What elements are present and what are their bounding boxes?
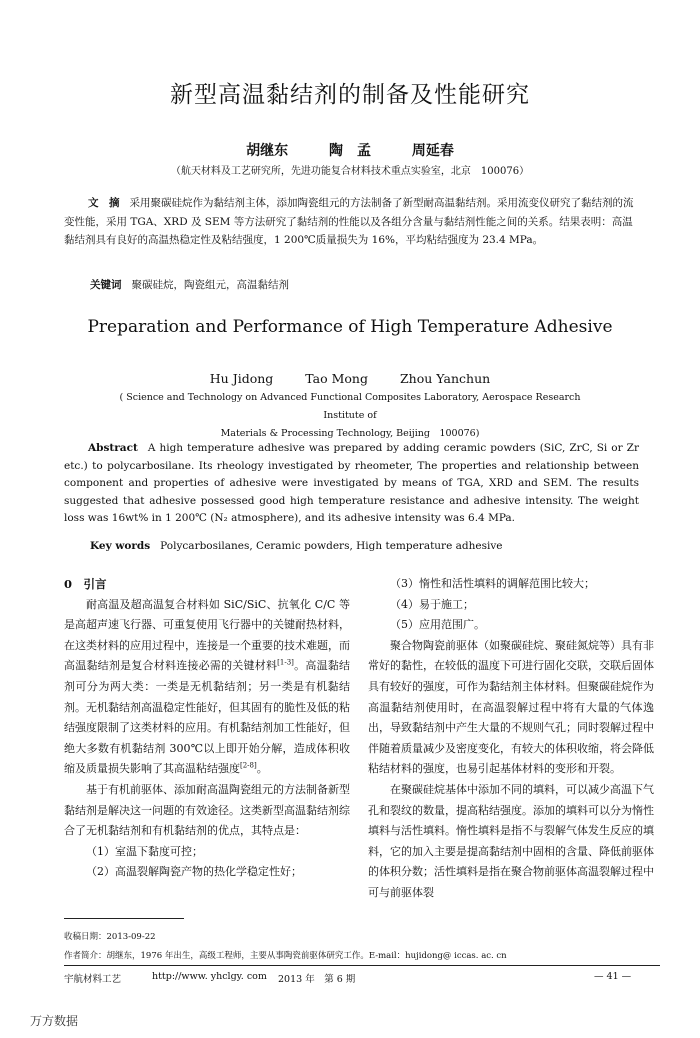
- english-affiliation: [100, 389, 600, 443]
- chinese-title: 新型高温黏结剂的制备及性能研究: [170, 82, 530, 108]
- list-item: （2）高温裂解陶瓷产物的热化学稳定性好；: [86, 865, 302, 879]
- footnote-author-info: 作者简介：胡继东，1976 年出生，高级工程师，主要从事陶瓷前驱体研究工作。E-mail：hujidong@ iccas. ac. cn: [64, 951, 507, 961]
- author-1: 胡继东: [246, 143, 289, 159]
- list-item: （4）易于施工；: [390, 597, 474, 611]
- english-keywords: [90, 540, 502, 552]
- chinese-authors: [0, 140, 700, 160]
- english-affiliation-line-1: ( Science and Technology on Advanced Functional Composites Laboratory, Aerospace Research Institute of: [119, 392, 581, 421]
- chinese-keywords: [90, 277, 289, 292]
- footer-url[interactable]: http://www. yhclgy. com: [152, 971, 267, 982]
- body-right-column: [368, 574, 654, 904]
- list-item: （3）惰性和活性填料的调解范围比较大；: [390, 577, 595, 590]
- footnote-divider: [64, 918, 184, 919]
- footer-issue: 2013 年 第 6 期: [278, 974, 356, 985]
- page-number: — 41 —: [594, 971, 632, 982]
- english-author-2: Tao Mong: [305, 371, 368, 386]
- citation: [2-8]: [240, 761, 257, 770]
- author-3: 周延春: [411, 143, 454, 159]
- chinese-abstract-label: 文 摘: [88, 197, 120, 209]
- paragraph: 在聚碳硅烷基体中添加不同的填料，可以减少高温下气孔和裂纹的数量，提高粘结强度。添加的填料可以分为惰性填料与活性填料。惰性填料是指不与裂解气体发生反应的填料，它的加入主要是提高黏结剂中固相的含量、降低前驱体的体积分数；活性填料是指在聚合物前驱体高温裂解过程中可与前驱体裂: [368, 782, 654, 899]
- english-keywords-label: Key words: [90, 540, 151, 552]
- watermark: 万方数据: [30, 1014, 79, 1028]
- english-abstract-label: Abstract: [88, 442, 138, 454]
- citation: [1-3]: [277, 658, 294, 667]
- author-2: 陶 孟: [329, 143, 371, 159]
- english-abstract-text: A high temperature adhesive was prepared by adding ceramic powders (SiC, ZrC, Si or Zr etc.) to polycarbosilane. Its rheology investigated by rheometer, The properties and relationship between component and properties of adhesive were investigated by means of TGA, XRD and SEM. The results suggested that adhesive possessed good high temperature resistance and adhesive intensity. The weight loss was 16wt% in 1 200℃ (N₂ atmosphere), and its adhesive intensity was 6.4 MPa.: [64, 442, 639, 524]
- section-heading: 0 引言: [64, 577, 107, 591]
- chinese-affiliation: （航天材料及工艺研究所，先进功能复合材料技术重点实验室，北京 100076）: [170, 166, 530, 177]
- list-item: （1）室温下黏度可控；: [86, 844, 203, 858]
- paragraph: 耐高温及超高温复合材料如 SiC/SiC、抗氧化 C/C 等是高超声速飞行器、可重复使用飞行器中的关键耐热材料，在这类材料的应用过程中，连接是一个重要的技术难题，而高温黏结剂是复合材料连接必需的关键材料[1-3]。高温黏结剂可分为两大类：一类是无机黏结剂；另一类是有机黏结剂。无机黏结剂高温稳定性能好，但其固有的脆性及低的粘结强度限制了这类材料的应用。有机黏结剂加工性能好，但绝大多数有机黏结剂 300℃以上即开始分解，造成体积收缩及质量损失影响了其高温粘结强度[2-8]。: [64, 597, 351, 776]
- chinese-abstract: [64, 194, 640, 250]
- paragraph: 聚合物陶瓷前驱体（如聚碳硅烷、聚硅氮烷等）具有非常好的黏性，在较低的温度下可进行固化交联，交联后固体具有较好的强度，可作为黏结剂主体材料。但聚碳硅烷作为高温黏结剂使用时，在高温裂解过程中将有大量的气体逸出，导致黏结剂中产生大量的不规则气孔；同时裂解过程中伴随着质量减少及密度变化，有较大的体积收缩，将会降低粘结材料的强度，也易引起基体材料的变形和开裂。: [368, 638, 654, 776]
- chinese-keywords-label: 关键词: [90, 279, 122, 291]
- english-abstract: [64, 440, 639, 528]
- paragraph: 基于有机前驱体、添加耐高温陶瓷组元的方法制备新型黏结剂是解决这一问题的有效途径。这类新型高温黏结剂综合了无机黏结剂和有机黏结剂的优点，其特点是：: [64, 782, 350, 838]
- english-title: Preparation and Performance of High Temperature Adhesive: [87, 317, 613, 337]
- chinese-keywords-text: 聚碳硅烷，陶瓷组元，高温黏结剂: [131, 279, 289, 291]
- english-keywords-text: Polycarbosilanes, Ceramic powders, High temperature adhesive: [160, 540, 503, 552]
- chinese-abstract-text: 采用聚碳硅烷作为黏结剂主体，添加陶瓷组元的方法制备了新型耐高温黏结剂。采用流变仪研究了黏结剂的流变性能，采用 TGA、XRD 及 SEM 等方法研究了黏结剂的性能以及各组分含量与黏结剂性能之间的关系。结果表明：高温黏结剂具有良好的高温热稳定性及粘结强度，1 200℃质量损失为 16%，平均粘结强度为 23.4 MPa。: [64, 197, 634, 246]
- footnote-received: 收稿日期：2013-09-22: [64, 932, 156, 942]
- english-affiliation-line-2: Materials & Processing Technology, Beijing 100076): [220, 428, 480, 439]
- english-author-3: Zhou Yanchun: [399, 371, 491, 386]
- footer-journal: 宇航材料工艺: [64, 974, 122, 985]
- english-authors: [0, 371, 700, 386]
- list-item: （5）应用范围广。: [390, 618, 485, 632]
- footer-divider: [64, 965, 660, 966]
- body-left-column: [64, 574, 350, 883]
- english-author-1: Hu Jidong: [209, 371, 274, 386]
